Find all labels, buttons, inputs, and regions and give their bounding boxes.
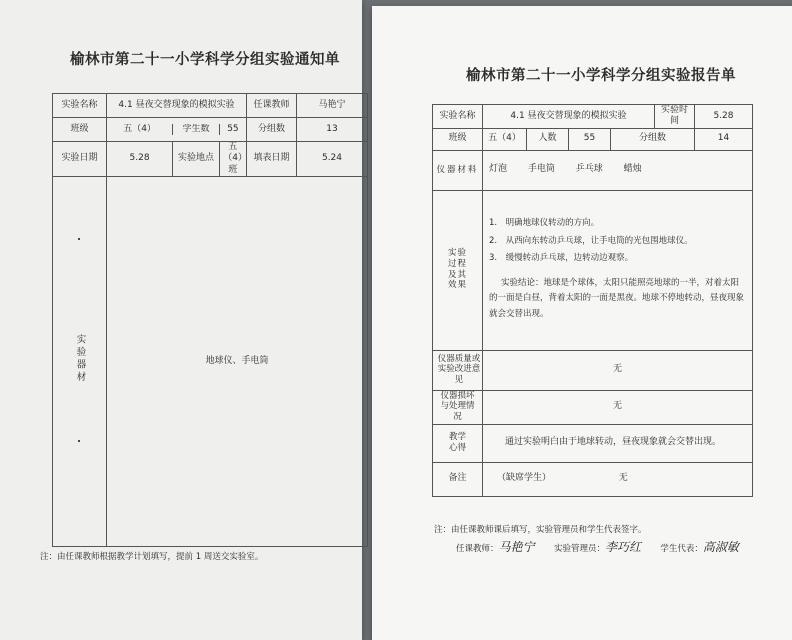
signature-teacher: 马艳宁 [498,540,535,554]
report-footnote: 注：由任课教师课后填写，实验管理员和学生代表签字。 [434,525,647,535]
material-item: 灯泡 [489,164,508,175]
label-quality-text: 仪器质量或实验改进意见 [437,353,481,385]
value-groups: 13 [297,118,368,142]
label-quality [433,350,483,390]
notice-title: 榆林市第二十一小学科学分组实验通知单 [70,52,340,68]
value-experiment-name: 4.1 昼夜交替现象的模拟实验 [483,105,655,129]
label-process-text: 实验过程及其效果 [447,248,467,291]
material-item: 蜡烛 [623,164,642,175]
material-item: 手电筒 [527,164,555,175]
value-class: 五（4） [107,124,173,135]
value-time: 5.28 [695,105,753,129]
label-class: 班级 [53,118,107,142]
label-sign-student: 学生代表： [660,544,703,554]
label-remarks: 备注 [433,462,483,496]
report-table [432,104,753,497]
label-teacher: 任课教师 [247,94,297,118]
class-students-cell [107,118,247,142]
notice-table [52,93,368,547]
label-sign-teacher: 任课教师： [456,544,499,554]
report-title: 榆林市第二十一小学科学分组实验报告单 [466,68,736,84]
label-experiment-name: 实验名称 [53,94,107,118]
mark-dot [78,440,80,442]
label-process [433,190,483,350]
date-location-cell [107,142,247,177]
process-step: 3. 缓慢转动乒乓球，边转动边观察。 [489,253,634,264]
value-groups: 14 [695,128,753,150]
notice-footnote: 注：由任课教师根据教学计划填写，提前 1 周送交实验室。 [40,552,264,562]
label-damage [433,390,483,424]
signature-manager: 李巧红 [604,540,641,554]
value-process [483,190,753,350]
label-equipment [53,176,107,546]
label-people: 人数 [527,128,569,150]
value-damage: 无 [483,390,753,424]
report-sheet [372,6,792,640]
label-equipment-text: 实验器材 [74,334,86,385]
signature-student: 高淑敏 [702,540,739,554]
value-teacher: 马艳宁 [297,94,368,118]
value-class: 五（4） [483,128,527,150]
label-students: 学生数 [173,124,220,135]
value-date: 5.28 [107,142,173,176]
process-step: 1. 明确地球仪转动的方向。 [489,218,600,229]
process-result: 实验结论：地球是个球体，太阳只能照亮地球的一半，对着太阳的一面是白昼，背着太阳的一面是黑夜。地球不停地转动，昼夜现象就会交替出现。 [489,277,745,319]
value-equipment: 地球仪、手电筒 [107,176,368,546]
label-reflection-text: 教学心得 [448,432,466,453]
signature-row [456,538,739,555]
label-fill-date: 填表日期 [247,142,297,177]
label-experiment-name: 实验名称 [433,105,483,129]
label-groups: 分组数 [611,128,695,150]
label-time: 实验时间 [655,105,695,129]
process-step: 2. 从西向东转动乒乓球，让手电筒的光包围地球仪。 [489,235,693,246]
value-experiment-name: 4.1 昼夜交替现象的模拟实验 [107,94,247,118]
label-date: 实验日期 [53,142,107,177]
remarks-cell [483,462,753,496]
value-location: 五（4）班 [223,142,243,175]
value-fill-date: 5.24 [297,142,368,177]
value-people: 55 [569,128,611,150]
material-item: 乒乓球 [575,164,603,175]
label-damage-text: 仪器损坏与处理情况 [440,390,475,422]
value-remarks: 无 [618,473,628,484]
label-location: 实验地点 [173,142,220,176]
notice-sheet [0,0,362,640]
value-reflection: 通过实验明白由于地球转动，昼夜现象就会交替出现。 [483,424,753,462]
label-reflection [433,424,483,462]
label-materials: 仪器材料 [433,150,483,190]
value-students: 55 [227,123,239,134]
mark-dot [78,238,80,240]
value-materials [483,150,753,190]
value-quality: 无 [483,350,753,390]
remarks-note: （缺席学生） [497,473,552,484]
label-class: 班级 [433,128,483,150]
label-sign-manager: 实验管理员： [553,544,605,554]
label-groups: 分组数 [247,118,297,142]
